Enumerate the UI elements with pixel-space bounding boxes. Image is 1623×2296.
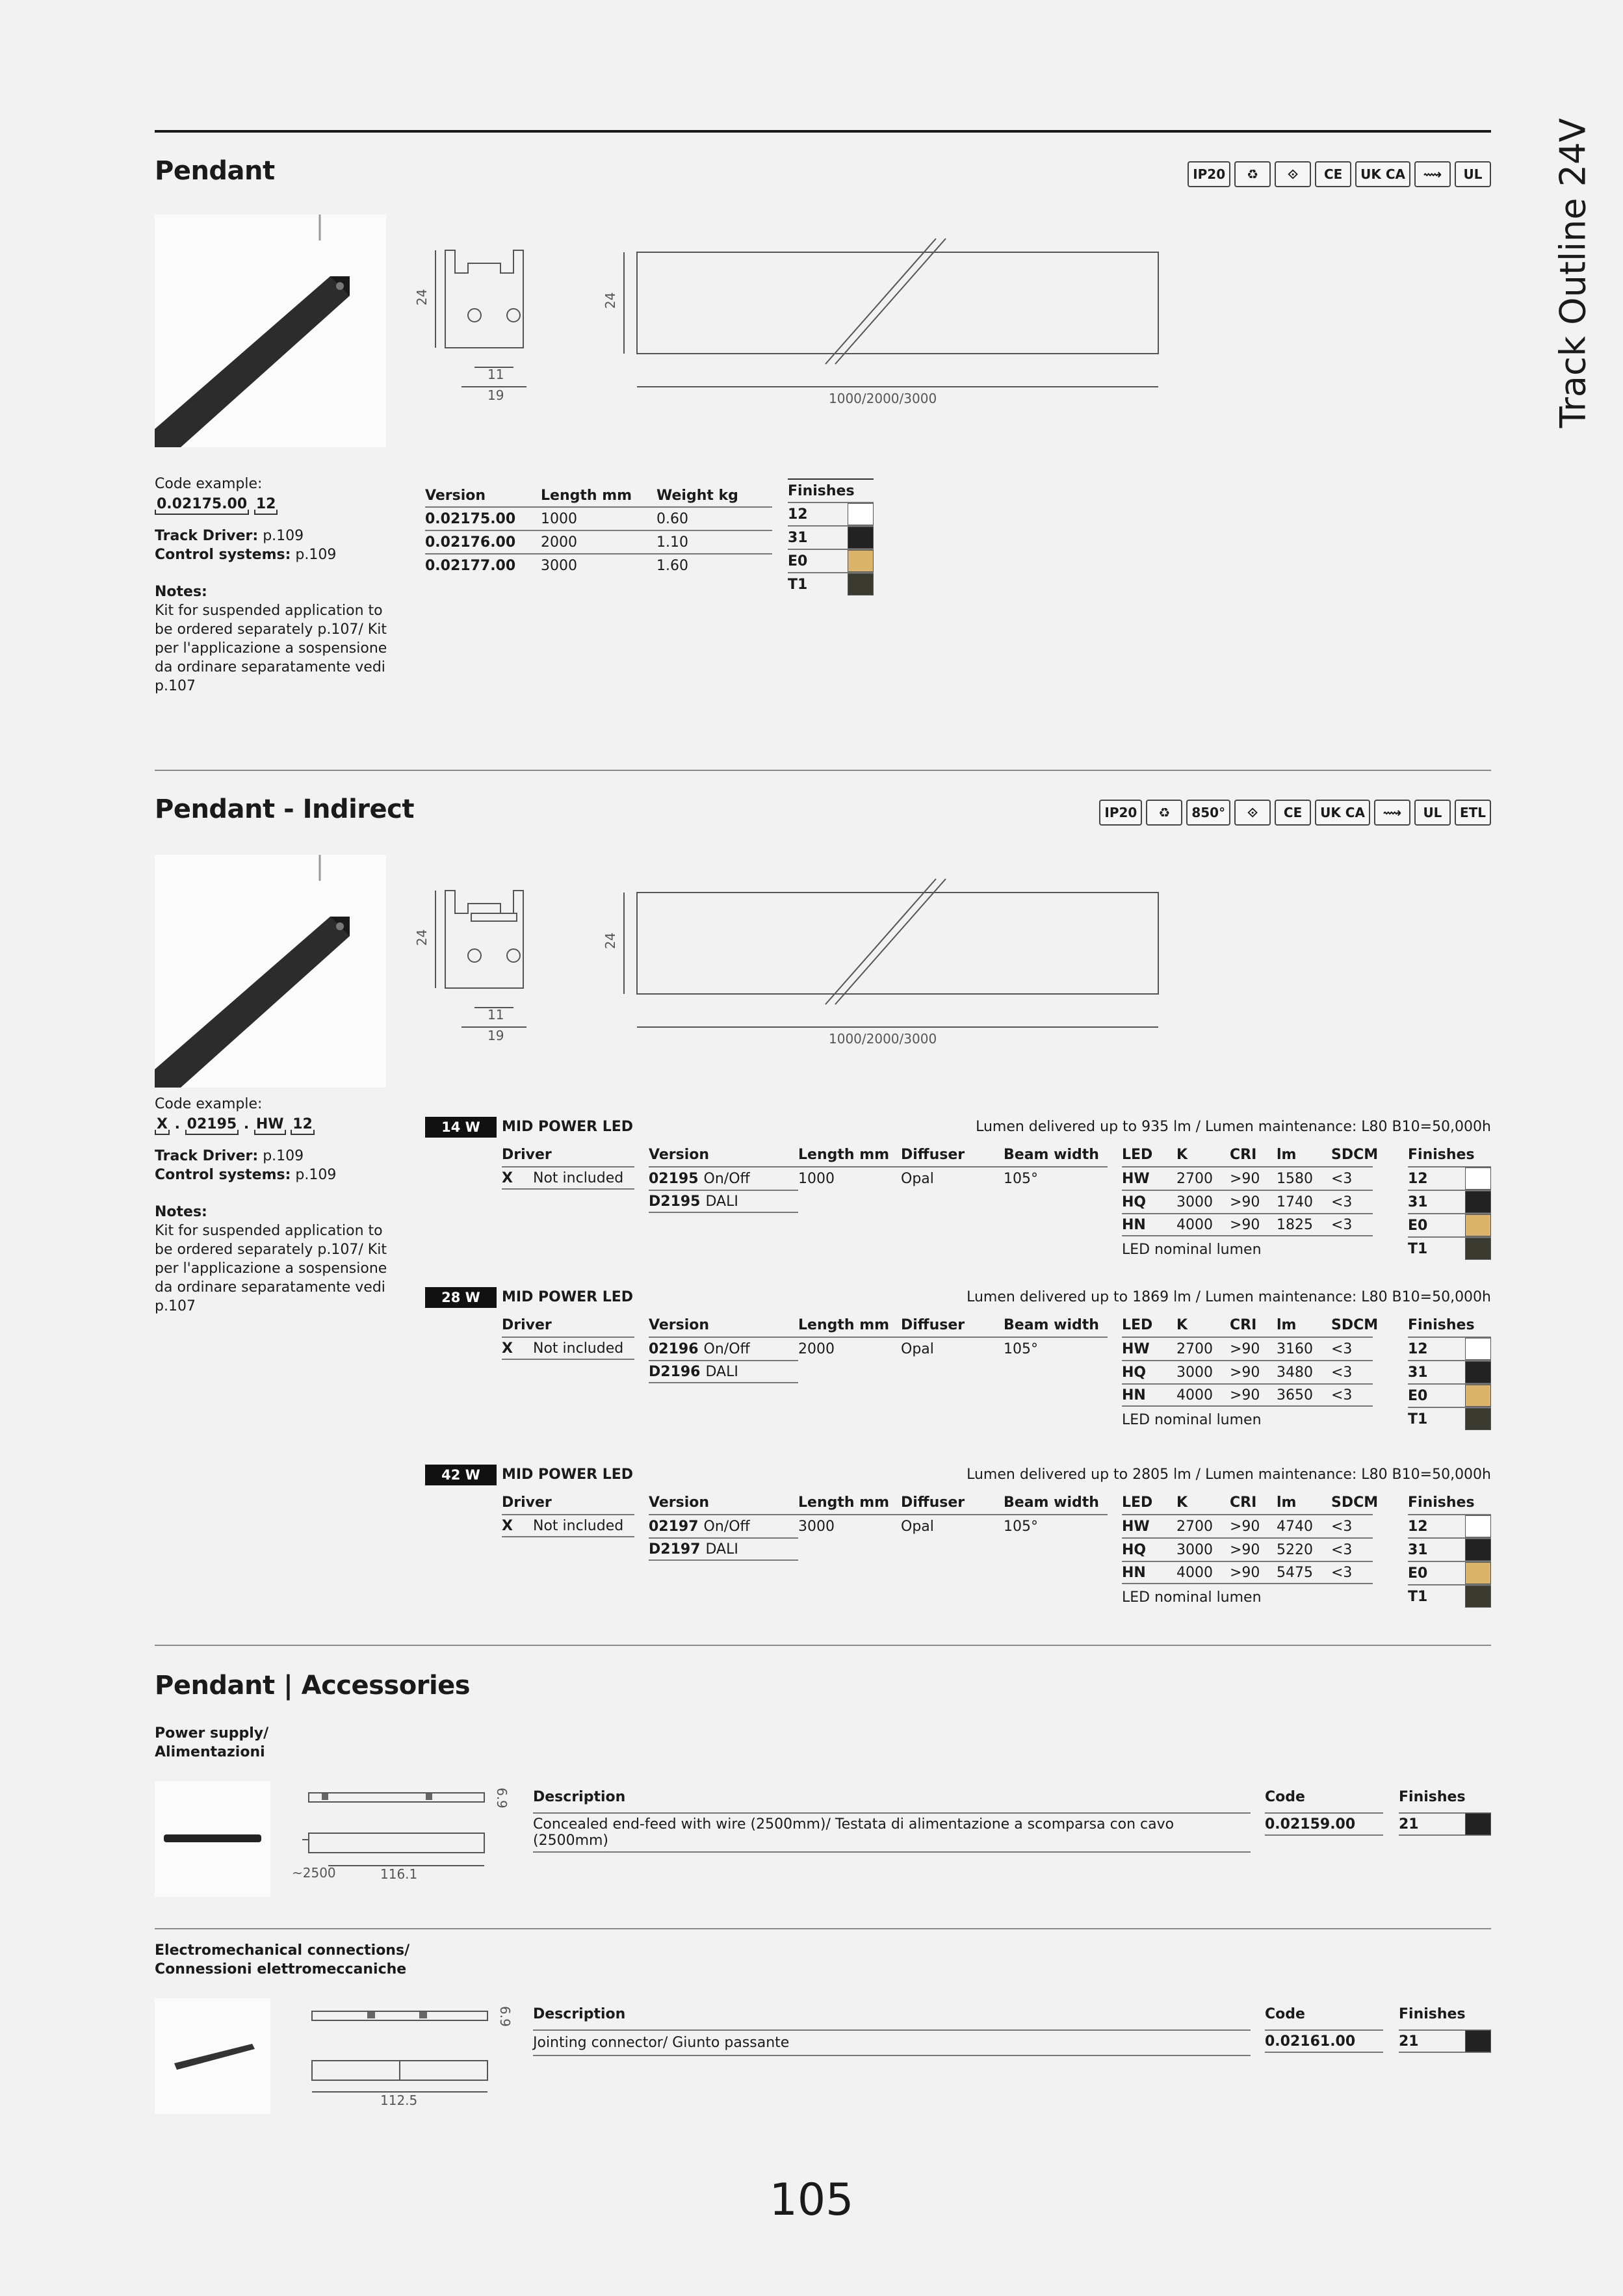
finish-swatch [848, 503, 874, 525]
diffuser-column: Diffuser Opal [901, 1143, 1004, 1190]
finish-swatch [848, 573, 874, 595]
finish-swatch [1465, 1562, 1491, 1584]
finish-swatch [1465, 1338, 1491, 1360]
section-title-accessories: Pendant | Accessories [155, 1671, 471, 1701]
finish-swatch [1465, 1539, 1491, 1561]
svg-text:24: 24 [603, 292, 618, 309]
code-example-block: Code example: 0.02175.00 12 Track Driver: p.109 Control systems: p.109 Notes: Kit for suspended application to be ordered separately p.107/ Kit per l'applicazione a sospensione da ordinare separatamente vedi p.107 [155, 476, 387, 694]
finish-item: E0 [1408, 1561, 1491, 1584]
certification-icon: ⟿ [1374, 800, 1410, 826]
section-divider [155, 130, 1491, 133]
beam-column: Beam width 105° [1004, 1143, 1108, 1190]
led-lm-column: lm 3160 3480 3650 [1277, 1313, 1331, 1407]
finishes-column: Finishes 12 31 E0 T1 [1408, 1491, 1491, 1608]
connector-description: Description Jointing connector/ Giunto passante [533, 2006, 1251, 2056]
certification-icon: ⟐ [1275, 161, 1311, 187]
version-column: Version 02197 On/Off D2197 DALI [649, 1491, 798, 1561]
led-cri-column: CRI >90 >90 >90 [1230, 1491, 1277, 1584]
certification-icon: ♻ [1234, 161, 1271, 187]
led-k-column: K 2700 3000 4000 [1176, 1491, 1230, 1584]
lumen-info: Lumen delivered up to 935 lm / Lumen maintenance: L80 B10=50,000h [976, 1119, 1491, 1135]
certification-icon: IP20 [1188, 161, 1230, 187]
led-nominal-note: LED nominal lumen [1122, 1242, 1262, 1258]
finish-item: E0 [788, 549, 874, 572]
length-column: Length mm 3000 [798, 1491, 901, 1537]
svg-text:1000/2000/3000: 1000/2000/3000 [829, 1031, 937, 1047]
svg-text:112.5: 112.5 [380, 2093, 418, 2108]
section-title-indirect: Pendant - Indirect [155, 794, 414, 824]
finish-item: T1 [788, 572, 874, 595]
section-divider [155, 1645, 1491, 1646]
diffuser-column: Diffuser Opal [901, 1313, 1004, 1360]
svg-text:~2500: ~2500 [292, 1865, 336, 1881]
table-row: 0.02175.00 1000 0.60 [425, 507, 772, 530]
power-supply-drawing [292, 1788, 517, 1885]
certification-icon: UL [1414, 800, 1451, 826]
finish-swatch [848, 527, 874, 549]
accessory-photo [155, 1998, 270, 2114]
finish-item: 12 [1408, 1337, 1491, 1360]
connector-code: Code 0.02161.00 [1265, 2006, 1383, 2053]
led-nominal-note: LED nominal lumen [1122, 1412, 1262, 1428]
wattage-badge: 14 W [425, 1117, 497, 1138]
finish-swatch [1465, 1408, 1491, 1430]
pendant-finishes: Finishes 12 31 E0 T1 [788, 478, 874, 595]
version-column: Version 02195 On/Off D2195 DALI [649, 1143, 798, 1213]
svg-text:116.1: 116.1 [380, 1866, 418, 1882]
finish-item: 31 [1408, 1360, 1491, 1383]
led-cri-column: CRI >90 >90 >90 [1230, 1313, 1277, 1407]
finish-item: 12 [1408, 1514, 1491, 1537]
connector-drawing [309, 2006, 517, 2108]
length-column: Length mm 1000 [798, 1143, 901, 1190]
svg-text:6.9: 6.9 [497, 2006, 513, 2027]
section-divider [155, 770, 1491, 771]
finish-item: E0 [1408, 1213, 1491, 1236]
led-cri-column: CRI >90 >90 >90 [1230, 1143, 1277, 1236]
led-sdcm-column: SDCM <3 <3 <3 [1331, 1143, 1373, 1236]
finish-swatch [1465, 1191, 1491, 1213]
connector-finish: Finishes 21 [1399, 2006, 1491, 2053]
finish-swatch [1465, 1515, 1491, 1537]
certification-icon: UL [1455, 161, 1491, 187]
pendant-version-table: Version Length mm Weight kg 0.02175.00 1000 0.60 0.02176.00 2000 1.10 0.02177.00 3000 1.60 [425, 484, 772, 577]
cert-icons [1099, 800, 1491, 826]
led-k-column: K 2700 3000 4000 [1176, 1143, 1230, 1236]
led-type: MID POWER LED [502, 1289, 634, 1305]
led-type: MID POWER LED [502, 1119, 634, 1135]
finish-swatch [1465, 1214, 1491, 1236]
certification-icon: ♻ [1146, 800, 1182, 826]
finish-swatch [1465, 1361, 1491, 1383]
certification-icon: ⟐ [1234, 800, 1271, 826]
led-led-column: LED HW HQ HN [1122, 1491, 1176, 1584]
lumen-info: Lumen delivered up to 1869 lm / Lumen maintenance: L80 B10=50,000h [967, 1289, 1491, 1305]
lumen-info: Lumen delivered up to 2805 lm / Lumen maintenance: L80 B10=50,000h [967, 1467, 1491, 1483]
section-divider [155, 1928, 1491, 1929]
accessory-photo [155, 1781, 270, 1897]
finish-swatch [1465, 1385, 1491, 1407]
wattage-badge: 28 W [425, 1287, 497, 1308]
side-section-title: Track Outline 24V [1552, 118, 1594, 428]
led-led-column: LED HW HQ HN [1122, 1143, 1176, 1236]
power-supply-description: Description Concealed end-feed with wire (2500mm)/ Testata di alimentazione a scomparsa con cavo (2500mm) [533, 1789, 1251, 1853]
certification-icon: ⟿ [1414, 161, 1451, 187]
driver-column: Driver X Not included [502, 1143, 634, 1190]
driver-column: Driver X Not included [502, 1491, 634, 1537]
certification-icon: ETL [1455, 800, 1491, 826]
certification-icon: CE [1275, 800, 1311, 826]
svg-text:11: 11 [487, 1007, 504, 1023]
led-k-column: K 2700 3000 4000 [1176, 1313, 1230, 1407]
svg-text:24: 24 [414, 289, 430, 306]
profile-length-drawing [603, 250, 1163, 406]
finishes-column: Finishes 12 31 E0 T1 [1408, 1313, 1491, 1430]
code-example-block: Code example: X . 02195 . HW 12 Track Driver: p.109 Control systems: p.109 Notes: Kit for suspended application to be ordered separately p.107/ Kit per l'applicazione a sospensione da ordinare separatamente vedi p.107 [155, 1096, 387, 1314]
svg-text:6.9: 6.9 [494, 1788, 510, 1808]
finish-swatch [848, 550, 874, 572]
version-column: Version 02196 On/Off D2196 DALI [649, 1313, 798, 1383]
profile-section-drawing [414, 884, 539, 1043]
section-title-pendant: Pendant [155, 156, 275, 186]
finish-item: T1 [1408, 1407, 1491, 1430]
finish-item: 12 [1408, 1166, 1491, 1190]
profile-length-drawing [603, 891, 1163, 1047]
connections-heading: Electromechanical connections/ Connessioni elettromeccaniche [155, 1942, 410, 1977]
product-photo [155, 855, 386, 1088]
diffuser-column: Diffuser Opal [901, 1491, 1004, 1537]
svg-text:24: 24 [603, 932, 618, 949]
finish-item: 12 [788, 502, 874, 525]
power-supply-finish: Finishes 21 [1399, 1789, 1491, 1836]
certification-icon: IP20 [1099, 800, 1142, 826]
svg-text:11: 11 [487, 367, 504, 382]
certification-icon: CE [1315, 161, 1351, 187]
finish-item: 31 [1408, 1537, 1491, 1561]
page-number: 105 [769, 2174, 854, 2226]
finish-swatch [1465, 1585, 1491, 1608]
finish-item: T1 [1408, 1236, 1491, 1260]
beam-column: Beam width 105° [1004, 1491, 1108, 1537]
cert-icons [1188, 161, 1491, 187]
led-lm-column: lm 4740 5220 5475 [1277, 1491, 1331, 1584]
length-column: Length mm 2000 [798, 1313, 901, 1360]
led-sdcm-column: SDCM <3 <3 <3 [1331, 1491, 1373, 1584]
power-supply-heading: Power supply/ Alimentazioni [155, 1725, 269, 1760]
finish-item: E0 [1408, 1383, 1491, 1407]
svg-text:1000/2000/3000: 1000/2000/3000 [829, 391, 937, 406]
finishes-column: Finishes 12 31 E0 T1 [1408, 1143, 1491, 1260]
svg-text:24: 24 [414, 929, 430, 946]
finish-item: 31 [788, 525, 874, 549]
certification-icon: 850° [1186, 800, 1230, 826]
product-photo [155, 215, 386, 447]
wattage-badge: 42 W [425, 1465, 497, 1485]
finish-item: 31 [1408, 1190, 1491, 1213]
finish-swatch [1465, 1168, 1491, 1190]
finish-swatch [1465, 1238, 1491, 1260]
led-nominal-note: LED nominal lumen [1122, 1589, 1262, 1606]
finish-item: T1 [1408, 1584, 1491, 1608]
power-supply-code: Code 0.02159.00 [1265, 1789, 1383, 1836]
profile-section-drawing [414, 244, 539, 403]
table-row: 0.02177.00 3000 1.60 [425, 554, 772, 577]
certification-icon: UK CA [1355, 161, 1410, 187]
driver-column: Driver X Not included [502, 1313, 634, 1360]
svg-text:19: 19 [487, 387, 504, 403]
led-sdcm-column: SDCM <3 <3 <3 [1331, 1313, 1373, 1407]
svg-text:19: 19 [487, 1028, 504, 1043]
beam-column: Beam width 105° [1004, 1313, 1108, 1360]
led-type: MID POWER LED [502, 1467, 634, 1483]
led-led-column: LED HW HQ HN [1122, 1313, 1176, 1407]
certification-icon: UK CA [1315, 800, 1370, 826]
led-lm-column: lm 1580 1740 1825 [1277, 1143, 1331, 1236]
table-row: 0.02176.00 2000 1.10 [425, 530, 772, 554]
